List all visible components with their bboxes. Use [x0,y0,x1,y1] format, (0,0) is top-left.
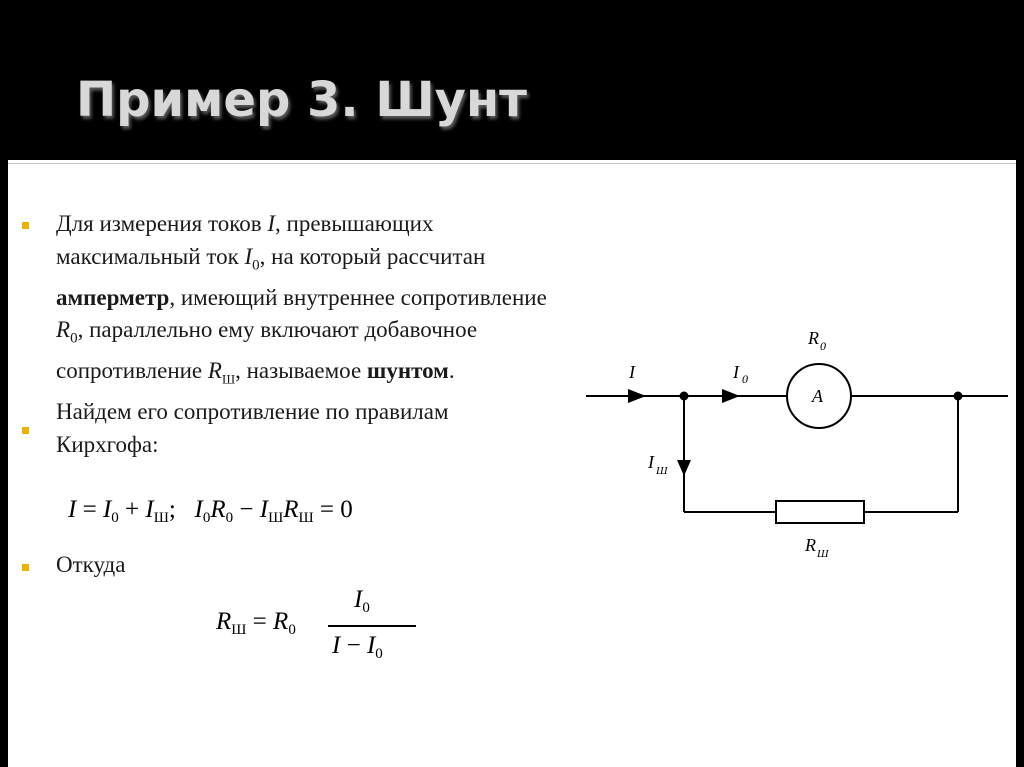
shunt-formula-lhs: $R_Ш = R_0$ [216,608,296,638]
label-R0-sub: 0 [820,339,826,353]
junction-left [680,392,689,401]
junction-right [954,392,963,401]
bullet-paragraph-3: Откуда [56,552,126,577]
label-I0-sub: 0 [742,372,748,386]
kirchhoff-formula: $I = I_0 + I_Ш$; $I_0R_0 - I_ШR_Ш = 0$ [68,496,353,526]
bullet-paragraph-1: Для измерения токов I, превышающих максимальный ток $I_0$, на который рассчитан амперметр, имеющий внутреннее сопротивление $R_0$, параллельно ему включают добавочное сопротивление $R_Ш$, называемое шунтом. [56,211,547,387]
label-Ish: I [648,452,654,472]
shunt-resistor [776,501,864,523]
shunt-formula-numerator: $I_0$ [354,586,370,616]
slide-title: Пример 3. Шунт [76,72,527,128]
label-Ish-sub: Ш [656,465,668,477]
shunt-formula-denominator: $I - I_0$ [332,632,383,662]
bullet-paragraph-2: Найдем его сопротивление по правилам Кирхгофа: [56,399,449,457]
arrow-I0 [722,389,740,403]
arrow-Ish [677,460,691,476]
label-A: A [812,386,823,406]
label-I: I [629,362,635,382]
label-Rsh: R [805,535,816,555]
label-I0: I [733,362,739,382]
label-Rsh-sub: Ш [817,548,829,560]
arrow-I [628,389,646,403]
label-R0: R [808,328,819,348]
